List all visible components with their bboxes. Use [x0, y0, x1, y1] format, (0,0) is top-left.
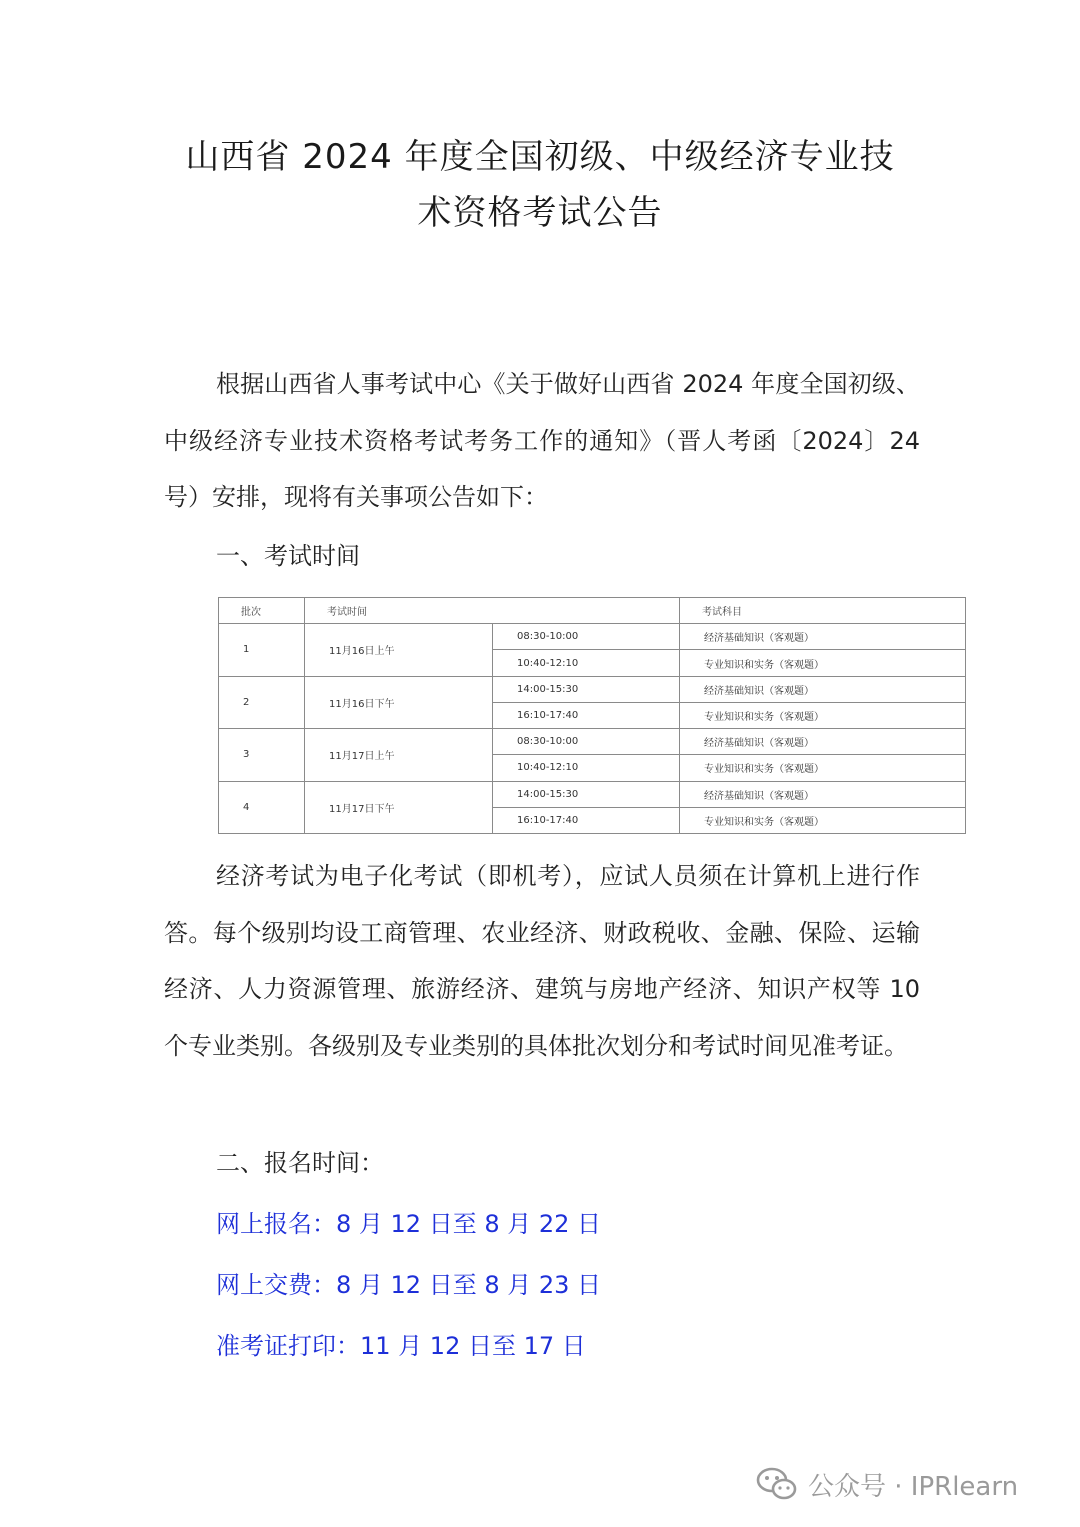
subject-cell: 经济基础知识（客观题）: [680, 781, 966, 807]
online-payment-date: 网上交费：8 月 12 日至 8 月 23 日: [216, 1271, 602, 1299]
exam-note-paragraph: 经济考试为电子化考试（即机考），应试人员须在计算机上进行作答。每个级别均设工商管理、农业经济、财政税收、金融、保险、运输经济、人力资源管理、旅游经济、建筑与房地产经济、知识产权等 10 个专业类别。各级别及专业类别的具体批次划分和考试时间见准考证。: [164, 862, 920, 1060]
batch-cell: 3: [219, 729, 305, 781]
subject-cell: 专业知识和实务（客观题）: [680, 650, 966, 676]
intro-paragraph: 根据山西省人事考试中心《关于做好山西省 2024 年度全国初级、中级经济专业技术资格考试考务工作的通知》（晋人考函〔2024〕24号）安排，现将有关事项公告如下：: [164, 370, 920, 511]
header-subject: 考试科目: [680, 598, 966, 624]
subject-cell: 专业知识和实务（客观题）: [680, 702, 966, 728]
table-header-row: [219, 598, 966, 624]
wechat-icon: [756, 1466, 798, 1502]
date-cell: 11月17日上午: [305, 729, 493, 781]
time-cell: 16:10-17:40: [493, 807, 680, 833]
title-line-2: 术资格考试公告: [417, 193, 663, 233]
batch-cell: 2: [219, 676, 305, 728]
time-cell: 16:10-17:40: [493, 702, 680, 728]
admission-ticket-print-date: 准考证打印：11 月 12 日至 17 日: [216, 1332, 586, 1360]
subject-cell: 经济基础知识（客观题）: [680, 624, 966, 650]
table-row: [219, 781, 966, 807]
subject-cell: 专业知识和实务（客观题）: [680, 807, 966, 833]
batch-cell: 1: [219, 624, 305, 676]
batch-cell: 4: [219, 781, 305, 833]
date-cell: 11月16日上午: [305, 624, 493, 676]
time-cell: 08:30-10:00: [493, 624, 680, 650]
time-cell: 08:30-10:00: [493, 729, 680, 755]
time-cell: 10:40-12:10: [493, 755, 680, 781]
title-line-1: 山西省 2024 年度全国初级、中级经济专业技: [185, 137, 895, 177]
table-row: [219, 624, 966, 650]
subject-cell: 经济基础知识（客观题）: [680, 676, 966, 702]
table-row: [219, 729, 966, 755]
section-1-heading: 一、考试时间: [216, 542, 360, 570]
watermark-text: 公众号 · IPRlearn: [808, 1471, 1019, 1502]
subject-cell: 经济基础知识（客观题）: [680, 729, 966, 755]
table-row: [219, 676, 966, 702]
header-time: 考试时间: [305, 598, 680, 624]
time-cell: 14:00-15:30: [493, 676, 680, 702]
header-batch: 批次: [219, 598, 305, 624]
online-registration-date: 网上报名：8 月 12 日至 8 月 22 日: [216, 1210, 602, 1238]
time-cell: 10:40-12:10: [493, 650, 680, 676]
date-cell: 11月17日下午: [305, 781, 493, 833]
subject-cell: 专业知识和实务（客观题）: [680, 755, 966, 781]
section-2-heading: 二、报名时间：: [216, 1149, 384, 1177]
time-cell: 14:00-15:30: [493, 781, 680, 807]
exam-schedule-table: [218, 597, 966, 834]
watermark: [756, 1462, 1018, 1506]
date-cell: 11月16日下午: [305, 676, 493, 728]
